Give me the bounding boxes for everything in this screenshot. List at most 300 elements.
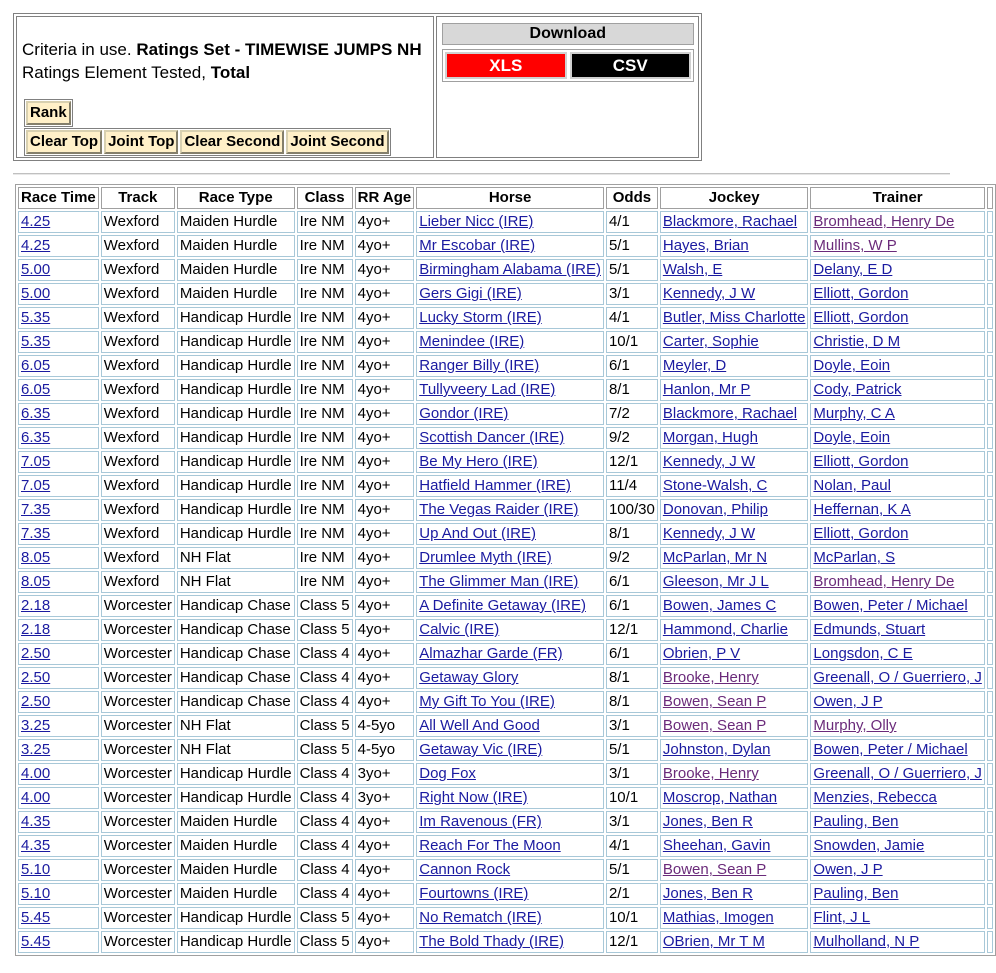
race-type-cell: Maiden Hurdle — [177, 835, 295, 857]
horse-cell — [416, 523, 604, 545]
race-time-link[interactable]: 5.10 — [21, 885, 51, 902]
trainer-link[interactable]: Cody, Patrick — [813, 381, 902, 398]
rr-age-cell: 4yo+ — [355, 619, 415, 641]
trainer-link[interactable]: Owen, J P — [813, 693, 883, 710]
horse-link[interactable]: Menindee (IRE) — [419, 333, 525, 350]
trainer-link[interactable]: Murphy, C A — [813, 405, 895, 422]
section-divider — [13, 173, 950, 175]
horse-link[interactable]: A Definite Getaway (IRE) — [419, 597, 586, 614]
criteria-text — [22, 38, 422, 84]
track-cell: Wexford — [101, 355, 175, 377]
race-time-link[interactable]: 4.00 — [21, 765, 51, 782]
horse-cell — [416, 259, 604, 281]
track-cell: Worcester — [101, 787, 175, 809]
rr-age-cell: 4yo+ — [355, 547, 415, 569]
race-time-link[interactable]: 4.00 — [21, 789, 51, 806]
table-row — [18, 835, 993, 857]
horse-cell — [416, 811, 604, 833]
race-time-cell — [18, 355, 99, 377]
jockey-link[interactable]: OBrien, Mr T M — [662, 933, 765, 950]
horse-link[interactable]: Tullyveery Lad (IRE) — [419, 381, 556, 398]
race-type-cell: Maiden Hurdle — [177, 259, 295, 281]
horse-link[interactable]: Reach For The Moon — [419, 837, 561, 854]
trainer-link[interactable]: Elliott, Gordon — [813, 525, 909, 542]
horse-link[interactable]: Cannon Rock — [419, 861, 511, 878]
race-time-link[interactable]: 5.10 — [21, 861, 51, 878]
jockey-link[interactable]: Bowen, Sean P — [662, 717, 767, 734]
trainer-cell — [810, 691, 984, 713]
race-type-cell: NH Flat — [177, 739, 295, 761]
horse-link[interactable]: All Well And Good — [419, 717, 540, 734]
table-row — [18, 931, 993, 953]
jockey-cell — [660, 811, 809, 833]
horse-cell — [416, 619, 604, 641]
race-time-link[interactable]: 5.00 — [21, 285, 51, 302]
trainer-link[interactable]: Mulholland, N P — [813, 933, 920, 950]
race-time-link[interactable]: 8.05 — [21, 573, 51, 590]
trainer-link[interactable]: Elliott, Gordon — [813, 453, 909, 470]
trainer-link[interactable]: Flint, J L — [813, 909, 871, 926]
trainer-link[interactable]: Doyle, Eoin — [813, 357, 891, 374]
jockey-link[interactable]: Carter, Sophie — [662, 333, 759, 350]
rr-age-cell: 4yo+ — [355, 331, 415, 353]
jockey-link[interactable]: Brooke, Henry — [662, 669, 759, 686]
horse-cell — [416, 715, 604, 737]
odds-cell: 10/1 — [606, 907, 658, 929]
jockey-link[interactable]: Kennedy, J W — [662, 453, 756, 470]
rr-age-cell: 4yo+ — [355, 835, 415, 857]
col-class-header: Class — [297, 187, 353, 209]
horse-link[interactable]: Up And Out (IRE) — [419, 525, 536, 542]
horse-link[interactable]: Drumlee Myth (IRE) — [419, 549, 552, 566]
trainer-link[interactable]: Heffernan, K A — [813, 501, 911, 518]
race-time-link[interactable]: 5.35 — [21, 309, 51, 326]
race-type-cell: Handicap Chase — [177, 643, 295, 665]
horse-link[interactable]: Gers Gigi (IRE) — [419, 285, 522, 302]
race-type-cell: Handicap Chase — [177, 691, 295, 713]
track-cell: Wexford — [101, 403, 175, 425]
trainer-link[interactable]: Greenall, O / Guerriero, J — [813, 669, 982, 686]
horse-link[interactable]: Mr Escobar (IRE) — [419, 237, 536, 254]
odds-cell: 3/1 — [606, 283, 658, 305]
race-type-cell: Handicap Hurdle — [177, 427, 295, 449]
trainer-cell — [810, 883, 984, 905]
horse-link[interactable]: Fourtowns (IRE) — [419, 885, 529, 902]
jockey-link[interactable]: Brooke, Henry — [662, 765, 759, 782]
race-type-cell: Maiden Hurdle — [177, 859, 295, 881]
horse-link[interactable]: Ranger Billy (IRE) — [419, 357, 540, 374]
track-cell: Wexford — [101, 211, 175, 233]
clear-second-button[interactable]: Clear Second — [180, 130, 284, 154]
rr-age-cell: 4yo+ — [355, 259, 415, 281]
horse-cell — [416, 907, 604, 929]
horse-link[interactable]: Lieber Nicc (IRE) — [419, 213, 534, 230]
jockey-cell — [660, 715, 809, 737]
extra-cell — [987, 907, 993, 929]
rr-age-cell: 4yo+ — [355, 859, 415, 881]
race-time-link[interactable]: 2.50 — [21, 645, 51, 662]
trainer-link[interactable]: Bowen, Peter / Michael — [813, 597, 968, 614]
race-time-link[interactable]: 4.35 — [21, 837, 51, 854]
jockey-cell — [660, 523, 809, 545]
jockey-cell — [660, 739, 809, 761]
horse-link[interactable]: Almazhar Garde (FR) — [419, 645, 563, 662]
col-horse-header: Horse — [416, 187, 604, 209]
odds-cell: 5/1 — [606, 859, 658, 881]
class-cell: Class 5 — [297, 595, 353, 617]
race-time-link[interactable]: 7.35 — [21, 525, 51, 542]
trainer-link[interactable]: Bowen, Peter / Michael — [813, 741, 968, 758]
horse-cell — [416, 859, 604, 881]
element-value: Total — [210, 63, 251, 82]
extra-cell — [987, 547, 993, 569]
trainer-link[interactable]: Owen, J P — [813, 861, 883, 878]
ratings-set-label: Ratings Set - TIMEWISE JUMPS NH — [136, 40, 422, 59]
class-cell: Class 4 — [297, 691, 353, 713]
track-cell: Wexford — [101, 283, 175, 305]
race-time-link[interactable]: 6.05 — [21, 357, 51, 374]
horse-cell — [416, 355, 604, 377]
trainer-cell — [810, 667, 984, 689]
race-type-cell: Maiden Hurdle — [177, 883, 295, 905]
race-time-link[interactable]: 6.05 — [21, 381, 51, 398]
race-time-cell — [18, 427, 99, 449]
horse-link[interactable]: No Rematch (IRE) — [419, 909, 542, 926]
race-time-cell — [18, 283, 99, 305]
jockey-link[interactable]: Sheehan, Gavin — [662, 837, 771, 854]
track-cell: Worcester — [101, 619, 175, 641]
rr-age-cell: 4yo+ — [355, 643, 415, 665]
col-race-type-header: Race Type — [177, 187, 295, 209]
race-time-link[interactable]: 2.50 — [21, 669, 51, 686]
odds-cell: 8/1 — [606, 523, 658, 545]
horse-cell — [416, 307, 604, 329]
jockey-cell — [660, 931, 809, 953]
odds-cell: 12/1 — [606, 451, 658, 473]
race-type-cell: Maiden Hurdle — [177, 283, 295, 305]
trainer-link[interactable]: Edmunds, Stuart — [813, 621, 926, 638]
race-time-link[interactable]: 2.18 — [21, 597, 51, 614]
race-time-cell — [18, 811, 99, 833]
horse-link[interactable]: Dog Fox — [419, 765, 476, 782]
extra-cell — [987, 667, 993, 689]
track-cell: Wexford — [101, 235, 175, 257]
table-row — [18, 235, 993, 257]
table-row — [18, 619, 993, 641]
jockey-link[interactable]: Blackmore, Rachael — [662, 405, 798, 422]
jockey-link[interactable]: Hayes, Brian — [662, 237, 749, 254]
race-type-cell: Handicap Hurdle — [177, 403, 295, 425]
horse-cell — [416, 571, 604, 593]
race-time-link[interactable]: 6.35 — [21, 429, 51, 446]
jockey-link[interactable]: Morgan, Hugh — [662, 429, 758, 446]
trainer-cell — [810, 235, 984, 257]
horse-cell — [416, 331, 604, 353]
jockey-link[interactable]: Meyler, D — [662, 357, 727, 374]
horse-link[interactable]: My Gift To You (IRE) — [419, 693, 555, 710]
track-cell: Worcester — [101, 883, 175, 905]
class-cell: Class 4 — [297, 883, 353, 905]
horse-cell — [416, 763, 604, 785]
race-time-link[interactable]: 5.35 — [21, 333, 51, 350]
horse-link[interactable]: The Glimmer Man (IRE) — [419, 573, 579, 590]
jockey-link[interactable]: Hanlon, Mr P — [662, 381, 751, 398]
horse-link[interactable]: Right Now (IRE) — [419, 789, 528, 806]
race-time-link[interactable]: 3.25 — [21, 741, 51, 758]
race-time-link[interactable]: 7.05 — [21, 477, 51, 494]
trainer-link[interactable]: Menzies, Rebecca — [813, 789, 937, 806]
extra-cell — [987, 691, 993, 713]
odds-cell: 10/1 — [606, 331, 658, 353]
trainer-cell — [810, 499, 984, 521]
race-time-link[interactable]: 5.45 — [21, 909, 51, 926]
jockey-cell — [660, 355, 809, 377]
trainer-link[interactable]: McParlan, S — [813, 549, 896, 566]
race-type-cell: Handicap Hurdle — [177, 307, 295, 329]
csv-download-button[interactable]: CSV — [570, 52, 691, 79]
table-row — [18, 259, 993, 281]
table-row — [18, 331, 993, 353]
odds-cell: 12/1 — [606, 619, 658, 641]
rr-age-cell: 4yo+ — [355, 667, 415, 689]
race-type-cell: Handicap Hurdle — [177, 763, 295, 785]
jockey-link[interactable]: Walsh, E — [662, 261, 723, 278]
col-jockey-header: Jockey — [660, 187, 809, 209]
rr-age-cell: 4yo+ — [355, 427, 415, 449]
jockey-link[interactable]: Jones, Ben R — [662, 885, 753, 902]
horse-cell — [416, 595, 604, 617]
rr-age-cell: 4yo+ — [355, 499, 415, 521]
extra-cell — [987, 211, 993, 233]
trainer-cell — [810, 331, 984, 353]
rank-button[interactable]: Rank — [26, 101, 71, 125]
class-cell: Class 4 — [297, 667, 353, 689]
xls-download-button[interactable]: XLS — [445, 52, 567, 79]
race-time-link[interactable]: 3.25 — [21, 717, 51, 734]
track-cell: Wexford — [101, 475, 175, 497]
odds-cell: 3/1 — [606, 715, 658, 737]
jockey-cell — [660, 667, 809, 689]
jockey-link[interactable]: Bowen, Sean P — [662, 693, 767, 710]
joint-top-button[interactable]: Joint Top — [104, 130, 178, 154]
horse-cell — [416, 427, 604, 449]
odds-cell: 8/1 — [606, 379, 658, 401]
race-time-link[interactable]: 5.45 — [21, 933, 51, 950]
track-cell: Wexford — [101, 451, 175, 473]
horse-link[interactable]: Calvic (IRE) — [419, 621, 500, 638]
horse-link[interactable]: Be My Hero (IRE) — [419, 453, 538, 470]
horse-link[interactable]: Gondor (IRE) — [419, 405, 509, 422]
race-time-cell — [18, 883, 99, 905]
horse-cell — [416, 451, 604, 473]
trainer-link[interactable]: Bromhead, Henry De — [813, 573, 955, 590]
trainer-cell — [810, 307, 984, 329]
horse-link[interactable]: Getaway Vic (IRE) — [419, 741, 543, 758]
class-cell: Ire NM — [297, 379, 353, 401]
jockey-link[interactable]: Gleeson, Mr J L — [662, 573, 769, 590]
race-time-link[interactable]: 7.35 — [21, 501, 51, 518]
table-row — [18, 715, 993, 737]
horse-link[interactable]: Im Ravenous (FR) — [419, 813, 542, 830]
trainer-cell — [810, 211, 984, 233]
col-track-header: Track — [101, 187, 175, 209]
horse-link[interactable]: Scottish Dancer (IRE) — [419, 429, 565, 446]
extra-cell — [987, 571, 993, 593]
race-time-link[interactable]: 4.25 — [21, 237, 51, 254]
class-cell: Class 4 — [297, 763, 353, 785]
odds-cell: 10/1 — [606, 787, 658, 809]
race-type-cell: Handicap Hurdle — [177, 355, 295, 377]
extra-cell — [987, 235, 993, 257]
horse-link[interactable]: Hatfield Hammer (IRE) — [419, 477, 571, 494]
table-row — [18, 907, 993, 929]
trainer-link[interactable]: Pauling, Ben — [813, 813, 899, 830]
race-type-cell: Handicap Hurdle — [177, 475, 295, 497]
extra-cell — [987, 739, 993, 761]
jockey-cell — [660, 691, 809, 713]
extra-cell — [987, 283, 993, 305]
trainer-link[interactable]: Delany, E D — [813, 261, 893, 278]
jockey-link[interactable]: Obrien, P V — [662, 645, 741, 662]
trainer-link[interactable]: Doyle, Eoin — [813, 429, 891, 446]
table-row — [18, 523, 993, 545]
race-time-cell — [18, 379, 99, 401]
race-type-cell: Maiden Hurdle — [177, 211, 295, 233]
extra-cell — [987, 787, 993, 809]
track-cell: Wexford — [101, 523, 175, 545]
trainer-link[interactable]: Pauling, Ben — [813, 885, 899, 902]
class-cell: Class 5 — [297, 931, 353, 953]
trainer-link[interactable]: Greenall, O / Guerriero, J — [813, 765, 982, 782]
horse-cell — [416, 667, 604, 689]
class-cell: Ire NM — [297, 259, 353, 281]
race-time-link[interactable]: 4.35 — [21, 813, 51, 830]
criteria-section — [16, 16, 434, 158]
race-time-link[interactable]: 2.18 — [21, 621, 51, 638]
table-row — [18, 475, 993, 497]
track-cell: Wexford — [101, 499, 175, 521]
race-time-link[interactable]: 7.05 — [21, 453, 51, 470]
jockey-link[interactable]: Jones, Ben R — [662, 813, 753, 830]
joint-second-button[interactable]: Joint Second — [286, 130, 388, 154]
odds-cell: 5/1 — [606, 235, 658, 257]
race-type-cell: Handicap Hurdle — [177, 907, 295, 929]
track-cell: Worcester — [101, 715, 175, 737]
rr-age-cell: 4yo+ — [355, 475, 415, 497]
jockey-cell — [660, 211, 809, 233]
criteria-panel — [13, 13, 702, 161]
extra-cell — [987, 475, 993, 497]
class-cell: Class 4 — [297, 787, 353, 809]
jockey-link[interactable]: Donovan, Philip — [662, 501, 768, 518]
horse-link[interactable]: Birmingham Alabama (IRE) — [419, 261, 601, 278]
table-row — [18, 283, 993, 305]
extra-cell — [987, 451, 993, 473]
trainer-cell — [810, 907, 984, 929]
race-time-cell — [18, 499, 99, 521]
race-time-cell — [18, 931, 99, 953]
odds-cell: 4/1 — [606, 835, 658, 857]
table-row — [18, 379, 993, 401]
extra-cell — [987, 379, 993, 401]
jockey-link[interactable]: Blackmore, Rachael — [662, 213, 798, 230]
extra-cell — [987, 355, 993, 377]
trainer-link[interactable]: Nolan, Paul — [813, 477, 891, 494]
trainer-cell — [810, 283, 984, 305]
odds-cell: 5/1 — [606, 259, 658, 281]
jockey-link[interactable]: Butler, Miss Charlotte — [662, 309, 806, 326]
jockey-link[interactable]: Stone-Walsh, C — [662, 477, 768, 494]
jockey-link[interactable]: McParlan, Mr N — [662, 549, 768, 566]
jockey-link[interactable]: Johnston, Dylan — [662, 741, 771, 758]
horse-link[interactable]: Lucky Storm (IRE) — [419, 309, 542, 326]
jockey-link[interactable]: Hammond, Charlie — [662, 621, 788, 638]
table-row — [18, 739, 993, 761]
rr-age-cell: 4-5yo — [355, 715, 415, 737]
trainer-link[interactable]: Elliott, Gordon — [813, 309, 909, 326]
race-time-cell — [18, 835, 99, 857]
jockey-link[interactable]: Kennedy, J W — [662, 525, 756, 542]
trainer-link[interactable]: Bromhead, Henry De — [813, 213, 955, 230]
horse-link[interactable]: Getaway Glory — [419, 669, 519, 686]
jockey-link[interactable]: Kennedy, J W — [662, 285, 756, 302]
jockey-link[interactable]: Moscrop, Nathan — [662, 789, 778, 806]
trainer-link[interactable]: Mullins, W P — [813, 237, 897, 254]
jockey-cell — [660, 403, 809, 425]
track-cell: Worcester — [101, 595, 175, 617]
trainer-cell — [810, 451, 984, 473]
jockey-link[interactable]: Mathias, Imogen — [662, 909, 774, 926]
track-cell: Worcester — [101, 643, 175, 665]
horse-cell — [416, 475, 604, 497]
rank-button-group — [24, 99, 73, 127]
race-time-link[interactable]: 4.25 — [21, 213, 51, 230]
horse-cell — [416, 883, 604, 905]
trainer-link[interactable]: Snowden, Jamie — [813, 837, 925, 854]
race-time-link[interactable]: 6.35 — [21, 405, 51, 422]
race-time-link[interactable]: 5.00 — [21, 261, 51, 278]
rr-age-cell: 4-5yo — [355, 739, 415, 761]
track-cell: Wexford — [101, 331, 175, 353]
race-time-cell — [18, 643, 99, 665]
jockey-cell — [660, 283, 809, 305]
race-time-cell — [18, 475, 99, 497]
track-cell: Wexford — [101, 307, 175, 329]
clear-top-button[interactable]: Clear Top — [26, 130, 102, 154]
race-type-cell: Handicap Chase — [177, 667, 295, 689]
class-cell: Class 4 — [297, 835, 353, 857]
table-row — [18, 547, 993, 569]
odds-cell: 11/4 — [606, 475, 658, 497]
criteria-prefix: Criteria in use. — [22, 40, 132, 59]
track-cell: Wexford — [101, 259, 175, 281]
race-time-link[interactable]: 2.50 — [21, 693, 51, 710]
jockey-link[interactable]: Bowen, James C — [662, 597, 777, 614]
trainer-link[interactable]: Christie, D M — [813, 333, 901, 350]
trainer-link[interactable]: Elliott, Gordon — [813, 285, 909, 302]
horse-link[interactable]: The Bold Thady (IRE) — [419, 933, 565, 950]
horse-link[interactable]: The Vegas Raider (IRE) — [419, 501, 579, 518]
race-time-cell — [18, 259, 99, 281]
race-time-link[interactable]: 8.05 — [21, 549, 51, 566]
jockey-link[interactable]: Bowen, Sean P — [662, 861, 767, 878]
trainer-link[interactable]: Longsdon, C E — [813, 645, 913, 662]
trainer-cell — [810, 355, 984, 377]
horse-cell — [416, 547, 604, 569]
race-time-cell — [18, 715, 99, 737]
trainer-cell — [810, 427, 984, 449]
trainer-link[interactable]: Murphy, Olly — [813, 717, 897, 734]
